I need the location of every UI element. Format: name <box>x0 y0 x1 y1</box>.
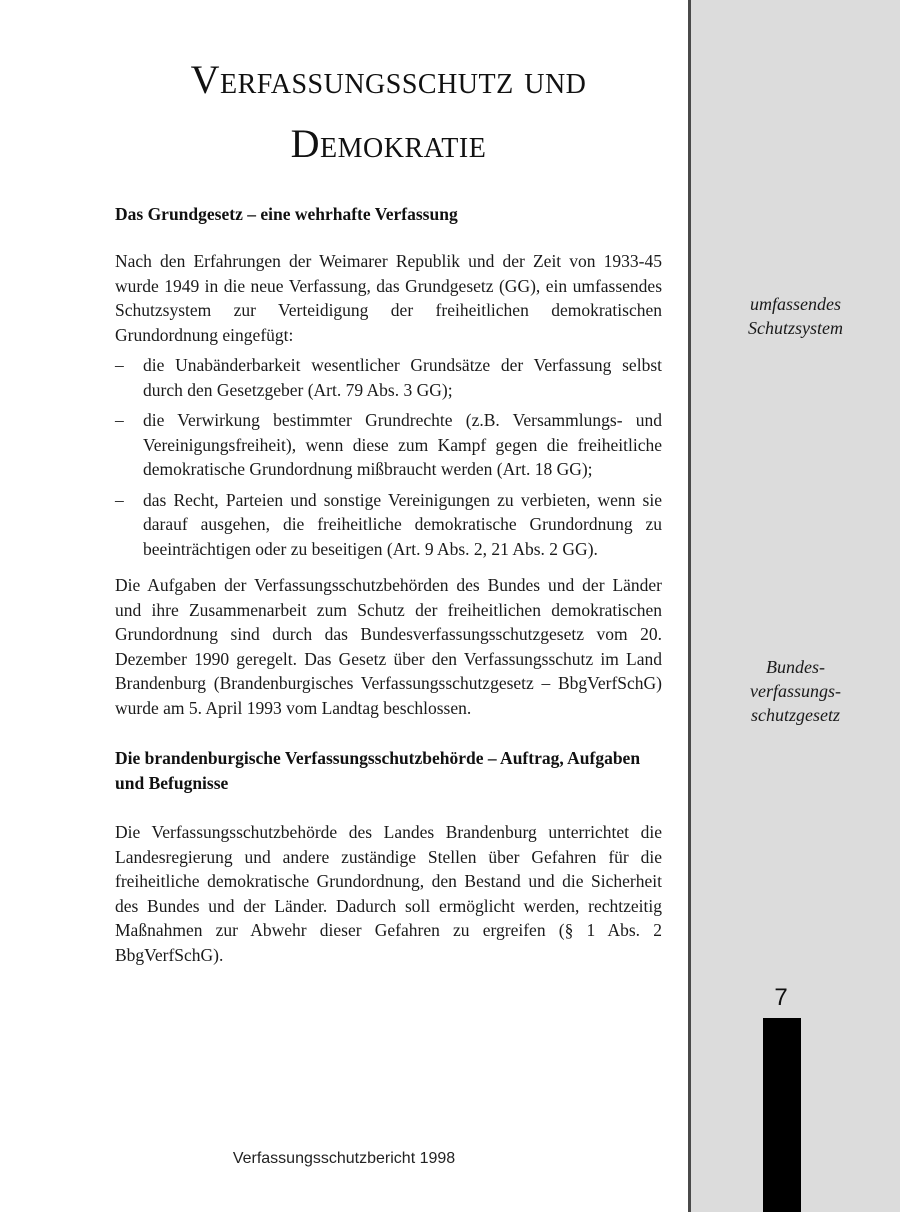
list-item <box>115 408 662 482</box>
behoerde-paragraph: Die Verfassungsschutzbehörde des Landes Brandenburg unterrichtet die Landesregierung und andere zuständige Stellen über Gefahren für die freiheitliche demokratische Grundordnung, den Bestand und die Sicherheit des Bundes und der Länder. Dadurch soll ermöglicht werden, rechtzeitig Maßnahmen zur Abwehr dieser Gefahren zu ergreifen (§ 1 Abs. 2 BbgVerfSchG). <box>115 822 662 965</box>
margin-note-line: schutzgesetz <box>751 705 840 725</box>
thumb-index-bar <box>763 1018 801 1212</box>
page-footer: Verfassungsschutzbericht 1998 <box>232 1150 456 1167</box>
margin-note-bundesgesetz <box>691 655 900 727</box>
protection-list <box>115 353 662 561</box>
page-title-line-2: Demokratie <box>290 121 487 166</box>
intro-paragraph: Nach den Erfahrungen der Weimarer Republik und der Zeit von 1933-45 wurde 1949 in die neue Verfassung, das Grundgesetz (GG), ein umfassendes Schutzsystem zur Verteidigung der freiheitlichen demokratischen Grundordnung eingefügt: <box>115 251 662 345</box>
margin-column <box>688 0 900 1212</box>
margin-note-line: Schutzsystem <box>748 318 843 338</box>
list-item-text: die Unabänderbarkeit wesentlicher Grundsätze der Verfassung selbst durch den Gesetzgeber (Art. 79 Abs. 3 GG); <box>143 355 662 400</box>
margin-note-schutzsystem <box>691 292 900 340</box>
section-heading-behoerde: Die brandenburgische Verfassungsschutzbehörde – Auftrag, Aufgaben und Befugnisse <box>115 748 641 793</box>
list-item <box>115 488 662 562</box>
dash-marker: – <box>115 355 124 375</box>
list-item <box>115 353 662 402</box>
page-title-line-1: Verfassungsschutz und <box>190 57 587 102</box>
list-item-text: das Recht, Parteien und sonstige Vereinigungen zu verbieten, wenn sie darauf ausgehen, die freiheitliche demokratische Grundordnung zu beeinträchtigen oder zu beseitigen (Art. 9 Abs. 2, 21 Abs. 2 GG). <box>143 489 662 559</box>
section-heading-grundgesetz: Das Grundgesetz – eine wehrhafte Verfassung <box>115 204 458 224</box>
margin-note-line: Bundes- <box>766 657 825 677</box>
closing-paragraph: Die Aufgaben der Verfassungsschutzbehörden des Bundes und der Länder und ihre Zusammenarbeit zum Schutz der freiheitlichen demokratischen Grundordnung sind durch das Bundesverfassungsschutzgesetz vom 20. Dezember 1990 geregelt. Das Gesetz über den Verfassungsschutz im Land Brandenburg (Brandenburgisches Verfassungsschutzgesetz – BbgVerfSchG) wurde am 5. April 1993 vom Landtag beschlossen. <box>115 575 662 718</box>
list-item-text: die Verwirkung bestimmter Grundrechte (z.B. Versammlungs- und Vereinigungsfreiheit), wenn diese zum Kampf gegen die freiheitliche demokratische Grundordnung mißbraucht werden (Art. 18 GG); <box>143 410 662 479</box>
page-number: 7 <box>774 984 788 1011</box>
dash-marker: – <box>115 410 124 430</box>
margin-note-line: umfassendes <box>750 294 841 314</box>
page-title <box>115 48 662 176</box>
dash-marker: – <box>115 489 124 510</box>
main-text-column <box>115 48 662 967</box>
margin-note-line: verfassungs- <box>750 681 841 701</box>
